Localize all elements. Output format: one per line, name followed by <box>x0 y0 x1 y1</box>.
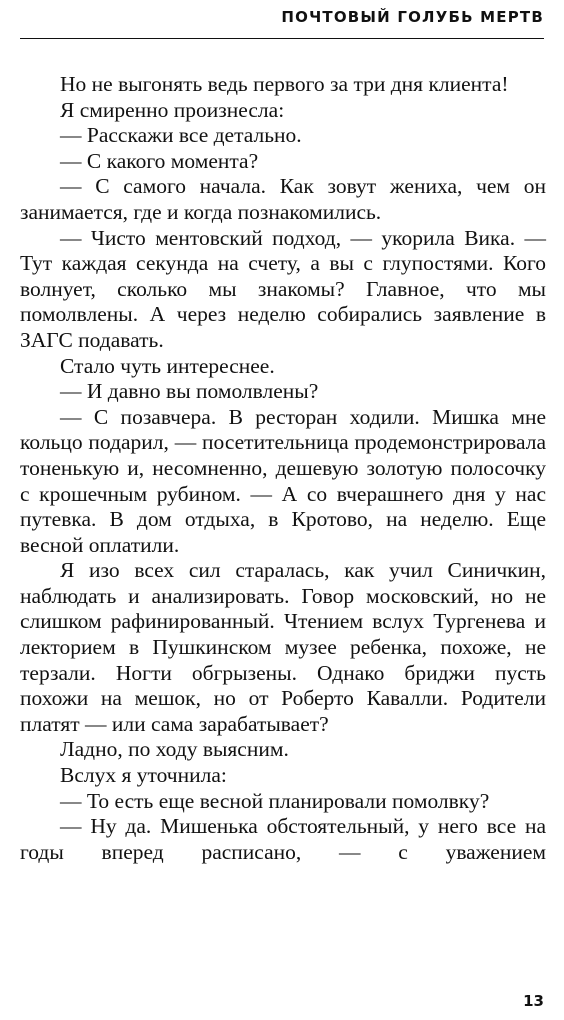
paragraph: Вслух я уточнила: <box>60 763 227 788</box>
body-text <box>20 72 546 865</box>
paragraph: Я смиренно произнесла: <box>60 97 285 122</box>
paragraph: Стало чуть интереснее. <box>60 353 275 378</box>
paragraph: — С позавчера. В ресторан ходили. Мишка мне кольцо подарил, — посетительница продемонстрировала тоненькую и, несомненно, дешевую золотую полосочку с крошечным рубином. — А со вчерашнего дня у нас путевка. В дом отдыха, в Кротово, на неделю. Еще весной оплатили. <box>20 404 546 557</box>
paragraph: Я изо всех сил старалась, как учил Синичкин, наблюдать и анализировать. Говор московский, но не слишком рафинированный. Чтением вслух Тургенева и лекторием в Пушкинском музее ребенка, похоже, не терзали. Ногти обгрызены. Однако бриджи пусть похожи на мешок, но от Роберто Кавалли. Родители платят — или сама зарабатывает? <box>20 558 546 736</box>
paragraph: — С самого начала. Как зовут жениха, чем он занимается, где и когда познакомились. <box>20 174 546 224</box>
header-rule <box>20 38 544 39</box>
paragraph: — Чисто ментовский подход, — укорила Вика. — Тут каждая секунда на счету, а вы с глупостями. Кого волнует, сколько мы знакомы? Главное, что мы помолвлены. А через неделю собирались заявление в ЗАГС подавать. <box>20 225 546 352</box>
paragraph: — То есть еще весной планировали помолвку? <box>60 788 490 813</box>
paragraph: — С какого момента? <box>60 148 259 173</box>
page-number: 13 <box>523 992 544 1010</box>
paragraph: — И давно вы помолвлены? <box>60 379 319 404</box>
paragraph: Ладно, по ходу выясним. <box>60 737 289 762</box>
running-head: ПОЧТОВЫЙ ГОЛУБЬ МЕРТВ <box>281 8 544 26</box>
paragraph: — Ну да. Мишенька обстоятельный, у него все на годы вперед расписано, — с уважением <box>20 814 546 864</box>
paragraph: — Расскажи все детально. <box>60 123 302 148</box>
paragraph: Но не выгонять ведь первого за три дня клиента! <box>60 72 509 96</box>
